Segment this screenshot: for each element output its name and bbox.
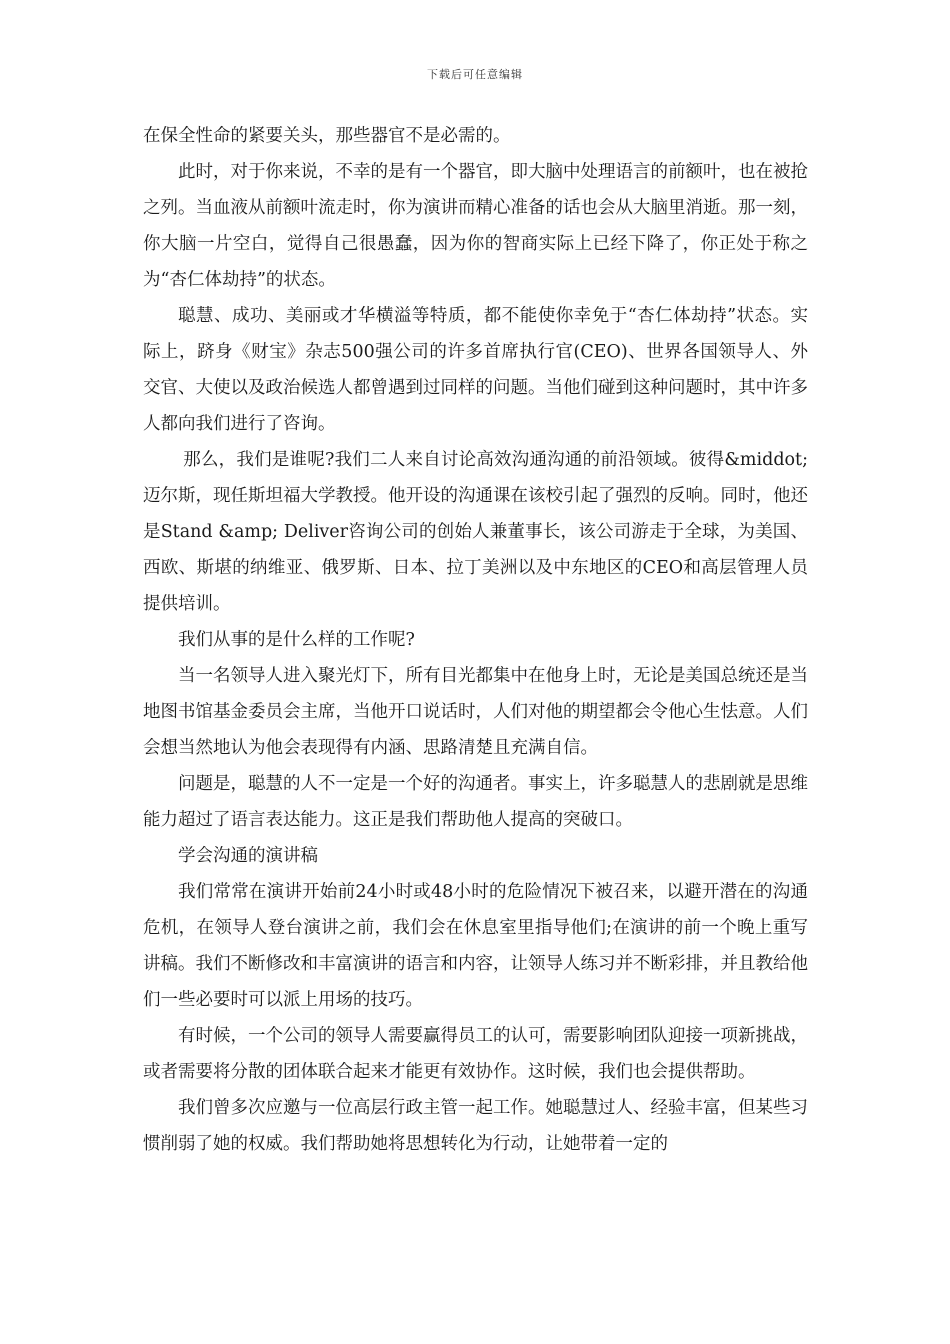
paragraph: 在保全性命的紧要关头，那些器官不是必需的。 (143, 126, 511, 146)
paragraph: 我们曾多次应邀与一位高层行政主管一起工作。她聪慧过人、经验丰富，但某些习惯削弱了她的权威。我们帮助她将思想转化为行动，让她带着一定的 (143, 1098, 808, 1154)
paragraph: 我们从事的是什么样的工作呢? (178, 630, 415, 650)
page-header: 下载后可任意编辑 (427, 68, 523, 81)
paragraph: 有时候，一个公司的领导人需要赢得员工的认可，需要影响团队迎接一项新挑战，或者需要将分散的团体联合起来才能更有效协作。这时候，我们也会提供帮助。 (143, 1026, 808, 1082)
paragraph: 我们常常在演讲开始前24小时或48小时的危险情况下被召来，以避开潜在的沟通危机，在领导人登台演讲之前，我们会在休息室里指导他们;在演讲的前一个晚上重写讲稿。我们不断修改和丰富演讲的语言和内容，让领导人练习并不断彩排，并且教给他们一些必要时可以派上用场的技巧。 (143, 882, 808, 1010)
paragraph: 问题是，聪慧的人不一定是一个好的沟通者。事实上，许多聪慧人的悲剧就是思维能力超过了语言表达能力。这正是我们帮助他人提高的突破口。 (143, 774, 808, 830)
paragraph: 那么，我们是谁呢?我们二人来自讨论高效沟通沟通的前沿领域。彼得&middot;迈尔斯，现任斯坦福大学教授。他开设的沟通课在该校引起了强烈的反响。同时，他还是Stand &amp; Deliver咨询公司的创始人兼董事长，该公司游走于全球，为美国、西欧、斯堪的纳维亚、俄罗斯、日本、拉丁美洲以及中东地区的CEO和高层管理人员提供培训。 (143, 450, 808, 614)
document-body (143, 118, 808, 1162)
paragraph: 此时，对于你来说，不幸的是有一个器官，即大脑中处理语言的前额叶，也在被抢之列。当血液从前额叶流走时，你为演讲而精心准备的话也会从大脑里消逝。那一刻，你大脑一片空白，觉得自己很愚蠢，因为你的智商实际上已经下降了，你正处于称之为“杏仁体劫持”的状态。 (143, 162, 808, 290)
paragraph: 当一名领导人进入聚光灯下，所有目光都集中在他身上时，无论是美国总统还是当地图书馆基金委员会主席，当他开口说话时，人们对他的期望都会令他心生怯意。人们会想当然地认为他会表现得有内涵、思路清楚且充满自信。 (143, 666, 808, 758)
section-heading: 学会沟通的演讲稿 (178, 846, 318, 866)
paragraph: 聪慧、成功、美丽或才华横溢等特质，都不能使你幸免于“杏仁体劫持”状态。实际上，跻身《财宝》杂志500强公司的许多首席执行官(CEO)、世界各国领导人、外交官、大使以及政治候选人都曾遇到过同样的问题。当他们碰到这种问题时，其中许多人都向我们进行了咨询。 (143, 306, 808, 434)
